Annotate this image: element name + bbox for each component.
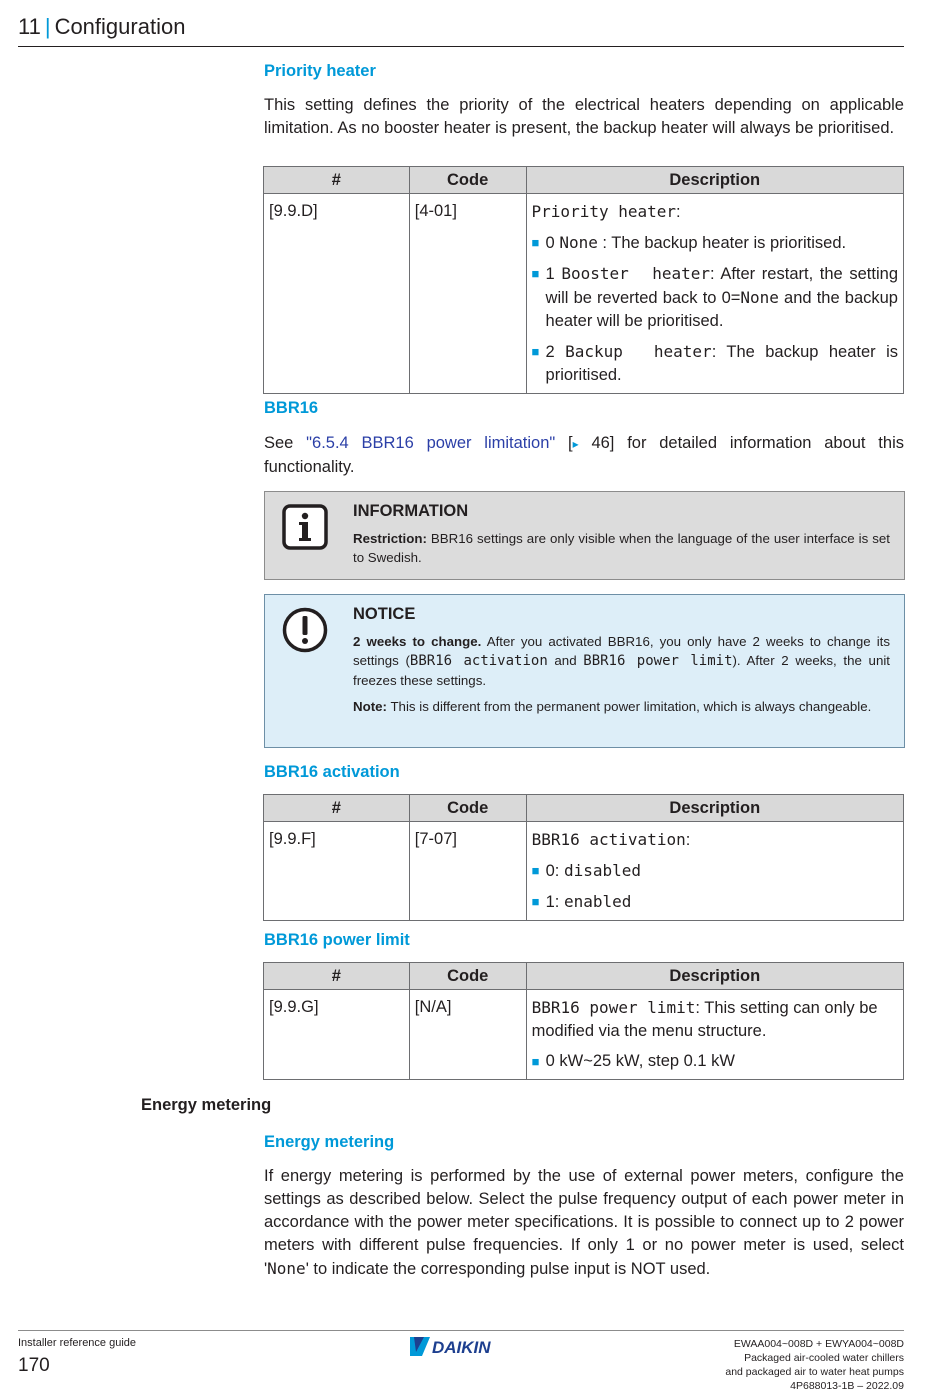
priority-heater-table [263, 166, 904, 394]
information-text: Restriction: BBR16 settings are only visible when the language of the user interface is set to Swedish. [353, 531, 890, 565]
bullet-icon: ■ [531, 235, 540, 250]
header-separator: | [44, 14, 51, 39]
energy-metering-heading: Energy metering [264, 1133, 395, 1151]
bbr16-activation-table [263, 794, 904, 921]
page-number: 170 [18, 1355, 50, 1376]
bullet-icon: ■ [531, 863, 540, 878]
page-ref-arrow-icon: ▸ [572, 437, 579, 451]
setting-code: [N/A] [409, 990, 526, 1080]
setting-id: [9.9.F] [264, 822, 410, 921]
info-icon [282, 504, 328, 550]
setting-name: BBR16 power limit [531, 998, 696, 1017]
bullet-icon: ■ [531, 1054, 540, 1069]
energy-metering-section-heading: Energy metering [141, 1096, 272, 1114]
col-header-number: # [264, 963, 410, 990]
bullet-icon: ■ [531, 894, 540, 909]
setting-name: Priority heater [531, 202, 677, 221]
table-row [264, 990, 904, 1080]
setting-code: [7-07] [409, 822, 526, 921]
bbr16-see-text: See "6.5.4 BBR16 power limitation" [▸ 46] for detailed information about this functionality. [264, 434, 904, 476]
notice-box [264, 594, 905, 748]
bbr16-activation-heading: BBR16 activation [264, 763, 400, 781]
brand-name: DAIKIN [432, 1338, 491, 1357]
table-row [264, 194, 904, 394]
list-item: ■ 1: enabled [532, 890, 898, 914]
document-info: EWAA004~008D + EWYA004~008D Packaged air-cooled water chillers and packaged air to water heat pumps 4P688013-1B – 2022.09 [725, 1338, 904, 1392]
information-box [264, 491, 905, 580]
setting-description: BBR16 power limit: This setting can only be modified via the menu structure. ■ 0 kW~25 kW, step 0.1 kW [526, 990, 903, 1080]
bullet-icon: ■ [531, 344, 540, 359]
notice-note: Note: This is different from the permanent power limitation, which is always changeable. [353, 699, 872, 714]
energy-metering-text: If energy metering is performed by the use of external power meters, configure the settings as described below. Select the pulse frequency output of each power meter in accordance with the power meter specifications. It is possible to connect up to 2 power meters with different pulse frequencies. If only 1 or no power meter is used, select 'None' to indicate the corresponding pulse input is NOT used. [264, 1167, 904, 1278]
guide-title: Installer reference guide [18, 1337, 137, 1349]
col-header-description: Description [526, 963, 903, 990]
page-header [18, 14, 904, 47]
notice-paragraph: 2 weeks to change. After you activated BBR16, you only have 2 weeks to change its settings (BBR16 activation and BBR16 power limit). After 2 weeks, the unit freezes these settings. [353, 634, 890, 688]
col-header-number: # [264, 795, 410, 822]
setting-id: [9.9.D] [264, 194, 410, 394]
bbr16-power-limit-table [263, 962, 904, 1080]
setting-id: [9.9.G] [264, 990, 410, 1080]
col-header-number: # [264, 167, 410, 194]
bbr16-section-link[interactable]: "6.5.4 BBR16 power limitation" [306, 434, 556, 452]
list-item: ■ 1 Booster heater: After restart, the setting will be reverted back to 0=None and the backup heater will be prioritised. [532, 262, 898, 333]
bullet-icon: ■ [531, 266, 540, 281]
setting-code: [4-01] [409, 194, 526, 394]
priority-heater-heading: Priority heater [264, 62, 376, 80]
col-header-code: Code [409, 795, 526, 822]
chapter-title: Configuration [54, 14, 186, 39]
exclamation-icon [282, 607, 328, 653]
setting-description: Priority heater: ■ 0 None : The backup heater is prioritised. ■ 1 Booster heater: After restart, the setting will be reverted back to 0=None and the backup heater will be prioritised. ■ 2 Backup heater: The backup heater is prioritised. [526, 194, 903, 394]
information-title: INFORMATION [353, 502, 469, 520]
list-item: ■ 0: disabled [532, 859, 898, 883]
col-header-description: Description [526, 167, 903, 194]
col-header-code: Code [409, 963, 526, 990]
chapter-number: 11 [18, 14, 41, 39]
priority-heater-intro: This setting defines the priority of the electrical heaters depending on applicable limitation. As no booster heater is present, the backup heater will always be prioritised. [264, 96, 904, 137]
list-item: ■ 0 None : The backup heater is prioritised. [532, 231, 898, 255]
list-item: ■ 0 kW~25 kW, step 0.1 kW [532, 1050, 898, 1073]
daikin-logo [410, 1334, 514, 1358]
col-header-description: Description [526, 795, 903, 822]
table-row [264, 822, 904, 921]
notice-title: NOTICE [353, 605, 416, 623]
col-header-code: Code [409, 167, 526, 194]
setting-name: BBR16 activation [531, 830, 686, 849]
page-footer [18, 1330, 904, 1391]
bbr16-power-limit-heading: BBR16 power limit [264, 931, 410, 949]
bbr16-heading: BBR16 [264, 399, 319, 417]
list-item: ■ 2 Backup heater: The backup heater is prioritised. [532, 340, 898, 387]
setting-description: BBR16 activation: ■ 0: disabled ■ 1: enabled [526, 822, 903, 921]
